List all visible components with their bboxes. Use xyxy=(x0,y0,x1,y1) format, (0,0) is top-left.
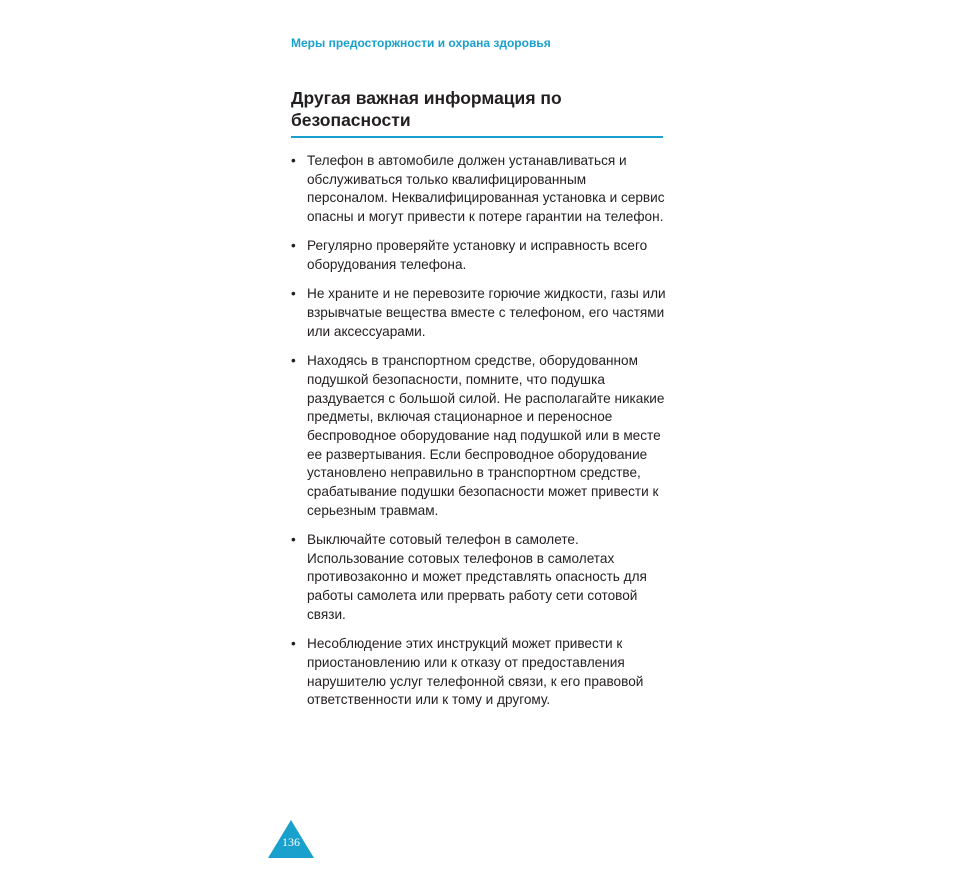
running-header: Меры предосторжности и охрана здоровья xyxy=(291,36,551,50)
bullet-text: Телефон в автомобиле должен устанавливаться и обслуживаться только квалифицированным персоналом. Неквалифицированная установка и сервис опасны и могут привести к потере гарантии на телефон. xyxy=(307,153,665,225)
bullet-item xyxy=(291,635,666,710)
bullet-text: Регулярно проверяйте установку и исправность всего оборудования телефона. xyxy=(307,238,648,273)
bullet-marker: • xyxy=(291,532,296,548)
section-title: Другая важная информация по безопасности xyxy=(291,87,663,138)
bullet-marker: • xyxy=(291,353,296,369)
bullet-marker: • xyxy=(291,636,296,652)
bullet-item xyxy=(291,352,666,520)
page-number: 136 xyxy=(282,835,300,849)
bullet-text: Не храните и не перевозите горючие жидкости, газы или взрывчатые вещества вместе с телефоном, его частями или аксессуарами. xyxy=(307,286,666,339)
bullet-marker: • xyxy=(291,153,296,168)
bullet-item xyxy=(291,237,666,274)
bullet-marker: • xyxy=(291,238,296,254)
bullet-item xyxy=(291,531,666,625)
bullet-list xyxy=(291,152,666,721)
bullet-item xyxy=(291,285,666,341)
bullet-text: Выключайте сотовый телефон в самолете. Использование сотовых телефонов в самолетах противозаконно и может представлять опасность для работы самолета или прервать работу сети сотовой связи. xyxy=(307,532,647,622)
bullet-marker: • xyxy=(291,286,296,302)
bullet-item xyxy=(291,152,666,227)
page-number-badge xyxy=(268,820,314,858)
bullet-text: Несоблюдение этих инструкций может привести к приостановлению или к отказу от предоставления нарушителю услуг телефонной связи, к его правовой ответственности или к тому и другому. xyxy=(307,636,644,708)
bullet-text: Находясь в транспортном средстве, оборудованном подушкой безопасности, помните, что подушка раздувается с большой силой. Не располагайте никакие предметы, включая стационарное и переносное беспроводное оборудование над подушкой или в месте ее развертывания. Если беспроводное оборудование установлено неправильно в транспортном средстве, срабатывание подушки безопасности может привести к серьезным травмам. xyxy=(307,353,665,518)
